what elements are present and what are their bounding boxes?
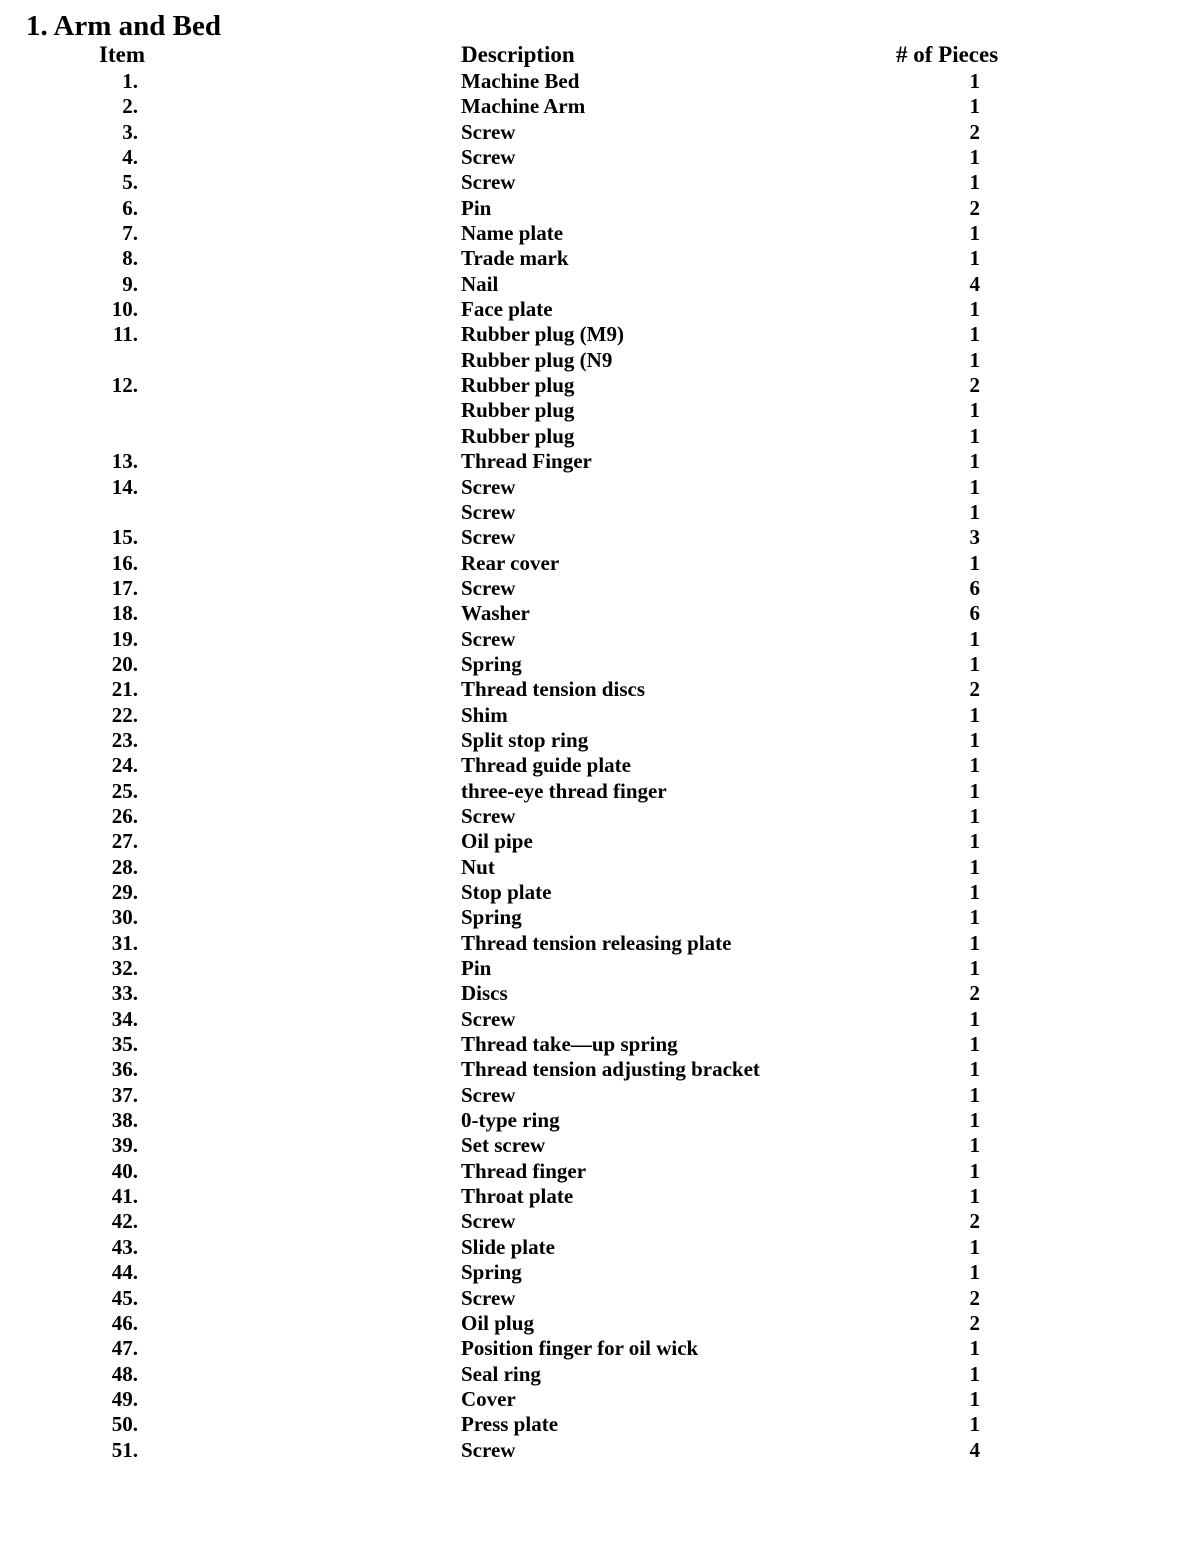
item-number: 16.: [111, 550, 138, 575]
part-description: Throat plate: [461, 1184, 574, 1209]
part-description: Screw: [461, 1209, 516, 1234]
item-number: 47.: [111, 1336, 138, 1361]
piece-count: 3: [969, 525, 980, 550]
part-description: Thread tension releasing plate: [461, 930, 732, 955]
item-number: 36.: [111, 1057, 138, 1082]
part-description: Rubber plug (M9): [461, 322, 624, 347]
item-number: 35.: [111, 1032, 138, 1057]
table-row: [0, 931, 1200, 956]
table-row: [0, 475, 1200, 500]
table-header: [0, 40, 1200, 70]
table-row: [0, 1133, 1200, 1158]
item-number: 5.: [122, 170, 138, 195]
table-row: [0, 1286, 1200, 1311]
part-description: Set screw: [461, 1133, 546, 1158]
item-number: 29.: [111, 880, 138, 904]
piece-count: 1: [969, 702, 980, 727]
piece-count: 1: [969, 1361, 980, 1386]
table-row: [0, 1235, 1200, 1260]
part-description: Trade mark: [461, 246, 569, 271]
item-number: 26.: [111, 803, 138, 828]
piece-count: 2: [969, 373, 980, 398]
table-row: [0, 703, 1200, 728]
table-row: [0, 272, 1200, 297]
item-number: 17.: [111, 575, 138, 600]
piece-count: 1: [969, 322, 980, 347]
item-number: 25.: [111, 778, 138, 803]
piece-count: 1: [969, 94, 980, 119]
table-row: [0, 905, 1200, 930]
table-row: [0, 1209, 1200, 1234]
item-number: 8.: [122, 246, 138, 271]
table-row: [0, 500, 1200, 525]
table-row: [0, 322, 1200, 347]
item-number: 32.: [111, 956, 138, 981]
item-number: 24.: [111, 753, 138, 778]
piece-count: 2: [969, 1285, 980, 1310]
piece-count: 1: [969, 550, 980, 575]
item-number: 21.: [111, 677, 138, 702]
table-row: [0, 1311, 1200, 1336]
piece-count: 1: [969, 651, 980, 676]
part-description: Split stop ring: [461, 727, 589, 752]
part-description: Screw: [461, 525, 516, 550]
table-row: [0, 170, 1200, 195]
part-description: Discs: [461, 981, 508, 1006]
part-description: Screw: [461, 499, 516, 524]
table-row: [0, 576, 1200, 601]
piece-count: 1: [969, 626, 980, 651]
item-number: 13.: [111, 449, 138, 474]
piece-count: 1: [969, 1108, 980, 1133]
part-description: Stop plate: [461, 880, 552, 904]
piece-count: 1: [969, 297, 980, 322]
table-row: [0, 1184, 1200, 1209]
parts-list: [0, 69, 1200, 1463]
item-number: 27.: [111, 829, 138, 854]
table-row: [0, 145, 1200, 170]
part-description: Thread Finger: [461, 449, 592, 474]
piece-count: 1: [969, 727, 980, 752]
part-description: Washer: [461, 601, 530, 626]
item-number: 30.: [111, 905, 138, 930]
piece-count: 1: [969, 1158, 980, 1183]
table-row: [0, 880, 1200, 905]
part-description: Screw: [461, 474, 516, 499]
part-description: Screw: [461, 145, 516, 170]
item-column-header: Item: [99, 42, 145, 67]
part-description: Oil pipe: [461, 829, 533, 854]
part-description: Rubber plug: [461, 373, 575, 398]
part-description: Nut: [461, 854, 495, 879]
part-description: Screw: [461, 575, 516, 600]
part-description: Thread take—up spring: [461, 1032, 678, 1057]
item-number: 10.: [111, 297, 138, 322]
piece-count: 1: [969, 1006, 980, 1031]
item-number: 3.: [122, 119, 138, 144]
table-row: [0, 779, 1200, 804]
item-number: 14.: [111, 474, 138, 499]
part-description: Position finger for oil wick: [461, 1336, 699, 1361]
piece-count: 2: [969, 677, 980, 702]
part-description: Shim: [461, 702, 508, 727]
table-row: [0, 627, 1200, 652]
piece-count: 1: [969, 1260, 980, 1285]
piece-count: 2: [969, 981, 980, 1006]
part-description: Name plate: [461, 221, 564, 246]
item-number: 48.: [111, 1361, 138, 1386]
part-description: Cover: [461, 1386, 516, 1411]
piece-count: 1: [969, 347, 980, 372]
table-row: [0, 981, 1200, 1006]
table-row: [0, 196, 1200, 221]
item-number: 44.: [111, 1260, 138, 1285]
piece-count: 1: [969, 423, 980, 448]
piece-count: 1: [969, 778, 980, 803]
piece-count: 1: [969, 1184, 980, 1209]
part-description: Screw: [461, 1006, 516, 1031]
part-description: Screw: [461, 170, 516, 195]
table-row: [0, 94, 1200, 119]
part-description: Machine Arm: [461, 94, 586, 119]
part-description: Seal ring: [461, 1361, 541, 1386]
table-row: [0, 677, 1200, 702]
piece-count: 1: [969, 956, 980, 981]
piece-count: 1: [969, 905, 980, 930]
item-number: 6.: [122, 195, 138, 220]
item-number: 34.: [111, 1006, 138, 1031]
item-number: 37.: [111, 1082, 138, 1107]
part-description: Nail: [461, 271, 499, 296]
table-row: [0, 1057, 1200, 1082]
part-description: Spring: [461, 905, 522, 930]
table-row: [0, 728, 1200, 753]
item-number: 23.: [111, 727, 138, 752]
item-number: 4.: [122, 145, 138, 170]
table-row: [0, 753, 1200, 778]
part-description: Press plate: [461, 1412, 559, 1437]
table-row: [0, 1336, 1200, 1361]
piece-count: 1: [969, 145, 980, 170]
table-row: [0, 956, 1200, 981]
table-row: [0, 1260, 1200, 1285]
item-number: 9.: [122, 271, 138, 296]
table-row: [0, 1083, 1200, 1108]
part-description: Spring: [461, 1260, 522, 1285]
table-row: [0, 525, 1200, 550]
table-row: [0, 1159, 1200, 1184]
table-row: [0, 1438, 1200, 1463]
piece-count: 1: [969, 1234, 980, 1259]
part-description: Oil plug: [461, 1310, 534, 1335]
table-row: [0, 297, 1200, 322]
item-number: 39.: [111, 1133, 138, 1158]
part-description: Slide plate: [461, 1234, 555, 1259]
item-number: 19.: [111, 626, 138, 651]
item-number: 31.: [111, 930, 138, 955]
table-row: [0, 804, 1200, 829]
part-description: Rear cover: [461, 550, 560, 575]
item-number: 11.: [112, 322, 138, 347]
item-number: 46.: [111, 1310, 138, 1335]
item-number: 42.: [111, 1209, 138, 1234]
item-number: 2.: [122, 94, 138, 119]
piece-count: 6: [969, 575, 980, 600]
piece-count: 1: [969, 753, 980, 778]
piece-count: 1: [969, 1057, 980, 1082]
piece-count: 2: [969, 1209, 980, 1234]
part-description: Rubber plug: [461, 398, 575, 423]
piece-count: 1: [969, 474, 980, 499]
description-column-header: Description: [461, 42, 575, 67]
part-description: three-eye thread finger: [461, 778, 667, 803]
item-number: 22.: [111, 702, 138, 727]
item-number: 1.: [122, 69, 138, 93]
piece-count: 2: [969, 119, 980, 144]
piece-count: 1: [969, 398, 980, 423]
item-number: 40.: [111, 1158, 138, 1183]
item-number: 49.: [111, 1386, 138, 1411]
table-row: [0, 1007, 1200, 1032]
part-description: Thread finger: [461, 1158, 587, 1183]
table-row: [0, 551, 1200, 576]
table-row: [0, 398, 1200, 423]
piece-count: 1: [969, 1412, 980, 1437]
part-description: Screw: [461, 803, 516, 828]
item-number: 12.: [111, 373, 138, 398]
table-row: [0, 424, 1200, 449]
table-row: [0, 120, 1200, 145]
table-row: [0, 373, 1200, 398]
part-description: Thread tension adjusting bracket: [461, 1057, 760, 1082]
table-row: [0, 1387, 1200, 1412]
section-title: 1. Arm and Bed: [26, 10, 221, 42]
table-row: [0, 348, 1200, 373]
part-description: Screw: [461, 119, 516, 144]
piece-count: 1: [969, 880, 980, 904]
part-description: 0-type ring: [461, 1108, 560, 1133]
piece-count: 2: [969, 1310, 980, 1335]
piece-count: 1: [969, 803, 980, 828]
table-row: [0, 1412, 1200, 1437]
table-row: [0, 829, 1200, 854]
piece-count: 1: [969, 246, 980, 271]
item-number: 7.: [122, 221, 138, 246]
part-description: Spring: [461, 651, 522, 676]
part-description: Machine Bed: [461, 69, 580, 93]
piece-count: 1: [969, 69, 980, 93]
piece-count: 4: [969, 271, 980, 296]
piece-count: 2: [969, 195, 980, 220]
item-number: 41.: [111, 1184, 138, 1209]
item-number: 43.: [111, 1234, 138, 1259]
piece-count: 1: [969, 1032, 980, 1057]
piece-count: 1: [969, 1082, 980, 1107]
part-description: Screw: [461, 1285, 516, 1310]
table-row: [0, 652, 1200, 677]
piece-count: 1: [969, 1336, 980, 1361]
item-number: 20.: [111, 651, 138, 676]
piece-count: 1: [969, 829, 980, 854]
table-row: [0, 1032, 1200, 1057]
table-row: [0, 449, 1200, 474]
piece-count: 1: [969, 1133, 980, 1158]
piece-count: 1: [969, 499, 980, 524]
part-description: Rubber plug: [461, 423, 575, 448]
part-description: Rubber plug (N9: [461, 347, 613, 372]
part-description: Thread tension discs: [461, 677, 645, 702]
piece-count: 1: [969, 854, 980, 879]
piece-count: 1: [969, 1386, 980, 1411]
item-number: 28.: [111, 854, 138, 879]
table-row: [0, 221, 1200, 246]
table-row: [0, 601, 1200, 626]
part-description: Screw: [461, 626, 516, 651]
piece-count: 6: [969, 601, 980, 626]
item-number: 15.: [111, 525, 138, 550]
piece-count: 4: [969, 1437, 980, 1462]
part-description: Thread guide plate: [461, 753, 631, 778]
piece-count: 1: [969, 221, 980, 246]
piece-count: 1: [969, 930, 980, 955]
table-row: [0, 246, 1200, 271]
part-description: Pin: [461, 195, 492, 220]
piece-count: 1: [969, 170, 980, 195]
item-number: 18.: [111, 601, 138, 626]
table-row: [0, 1362, 1200, 1387]
pieces-column-header: # of Pieces: [896, 42, 999, 67]
item-number: 33.: [111, 981, 138, 1006]
part-description: Pin: [461, 956, 492, 981]
piece-count: 1: [969, 449, 980, 474]
item-number: 50.: [111, 1412, 138, 1437]
table-row: [0, 69, 1200, 94]
item-number: 45.: [111, 1285, 138, 1310]
item-number: 51.: [111, 1437, 138, 1462]
part-description: Screw: [461, 1082, 516, 1107]
part-description: Face plate: [461, 297, 553, 322]
part-description: Screw: [461, 1437, 516, 1462]
table-row: [0, 1108, 1200, 1133]
table-row: [0, 855, 1200, 880]
item-number: 38.: [111, 1108, 138, 1133]
